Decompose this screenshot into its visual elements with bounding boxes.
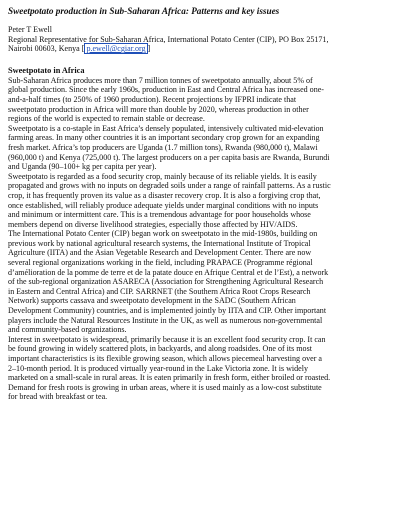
paragraph-line: players include the Natural Resources Institute in the UK, as well as numerous non-governmental xyxy=(8,315,323,325)
paragraph-line: propagated and grows with no inputs on degraded soils under a range of rainfall patterns. As a rustic xyxy=(8,181,331,191)
address-suffix: ] xyxy=(147,44,151,54)
paragraph-line: and minimum or intermittent care. This is a tremendous advantage for poor households whose xyxy=(8,210,311,220)
section-heading: Sweetpotato in Africa xyxy=(8,65,85,75)
paragraph-line: Demand for fresh roots is growing in urban areas, where it is used mainly as a low-cost substitute xyxy=(8,382,322,392)
paragraph xyxy=(8,124,398,172)
paragraph-line: Sub-Saharan Africa produces more than 7 million tonnes of sweetpotato annually, about 5% of xyxy=(8,75,313,85)
paragraph-line: of the sub-regional organization ASARECA (Association for Strengthening Agricultural Research xyxy=(8,277,324,287)
paragraph xyxy=(8,335,398,402)
paragraph-line: in Eastern and Central Africa) and CIP. SARRNET (the Southern Africa Root Crops Research xyxy=(8,286,311,296)
paragraph-line: fresh market. Africa’s top producers are Uganda (1.7 million tons), Rwanda (980,000 t), Malawi xyxy=(8,142,318,152)
paragraph-line: farming areas. In many other countries it is an important secondary crop grown for an expanding xyxy=(8,133,320,143)
paragraph-line: d’amélioration de la pomme de terre et de la patate douce en Afrique Central et de l’Est), a network xyxy=(8,267,329,277)
paragraph-line: Sweetpotato is a co-staple in East Africa’s densely populated, intensively cultivated mid-elevation xyxy=(8,123,324,133)
paragraph-line: important characteristics is its flexible growing season, which allows piecemeal harvesting over a xyxy=(8,354,322,363)
paragraph-line: Interest in sweetpotato is widespread, primarily because it is an excellent food security crop. It can xyxy=(8,334,326,344)
email-link[interactable]: p.ewell@cgiar.org xyxy=(86,44,146,54)
body-text xyxy=(8,76,398,402)
paragraph-line: regions of the world is expected to remain stable or decrease. xyxy=(8,114,205,124)
paragraph-line: The International Potato Center (CIP) began work on sweetpotato in the mid-1980s, building on xyxy=(8,229,318,239)
author-affiliation: Regional Representative for Sub-Saharan Africa, International Potato Center (CIP), PO Box 25171, xyxy=(8,34,329,44)
paragraph-line: several regional organizations working in the field, including PRAPACE (Programme régional xyxy=(8,258,313,268)
paragraph-line: and community-based organizations. xyxy=(8,325,127,335)
address-prefix: Nairobi 00603, Kenya [ xyxy=(8,44,85,54)
paragraph-line: sweetpotato production in Africa will more than double by 2020, whereas production in other xyxy=(8,104,309,114)
author-block xyxy=(8,25,398,54)
paragraph-line: Development Community) countries, and is implemented jointly by IITA and CIP. Other important xyxy=(8,306,327,316)
paragraph-line: members depend on diverse livelihood strategies, especially those affected by HIV/AIDS. xyxy=(8,219,298,229)
paragraph-line: global production. Since the early 1960s, production in East and Central Africa has increased one- xyxy=(8,85,324,95)
paragraph-line: Network) supports cassava and sweetpotato development in the SADC (Southern African xyxy=(8,296,296,306)
paragraph xyxy=(8,172,398,230)
document-title: Sweetpotato production in Sub-Saharan Africa: Patterns and key issues xyxy=(8,6,280,16)
paragraph-line: marketed on a small-scale in rural areas. It is eaten primarily in fresh form, either broiled or roasted. xyxy=(8,373,331,383)
paragraph-line: Agriculture (IITA) and the Asian Vegetable Research and Development Center. There are now xyxy=(8,248,312,258)
paragraph-line: and Uganda (90–100+ kg per capita per year). xyxy=(8,162,157,172)
paragraph xyxy=(8,76,398,124)
paragraph-line: once established, will reliably produce adequate yields under marginal conditions with no inputs xyxy=(8,200,319,210)
paragraph-line: be found growing in widely scattered plots, in backyards, and along roadsides. One of its most xyxy=(8,344,312,354)
paragraph-line: (960,000 t) and Kenya (725,000 t). The largest producers on a per capita basis are Rwanda, Burundi xyxy=(8,152,330,162)
paragraph-line: for bread with breakfast or tea. xyxy=(8,392,108,402)
paragraph-line: previous work by national agricultural research systems, the International Institute of Tropical xyxy=(8,238,311,248)
paragraph-line: crop, it has frequently proven its value as a disaster recovery crop. It is also a forgiving crop that, xyxy=(8,190,321,200)
author-name: Peter T Ewell xyxy=(8,25,52,34)
paragraph-line: Sweetpotato is regarded as a food security crop, mainly because of its reliable yields. It is easily xyxy=(8,171,317,181)
author-address xyxy=(8,44,398,54)
paragraph xyxy=(8,229,398,335)
paragraph-line: 2–10-month period. It is produced virtually year-round in the Lake Victoria zone. It is widely xyxy=(8,363,308,373)
paragraph-line: and-a-half times (to 250% of 1960 production). Recent projections by IFPRI indicate that xyxy=(8,94,297,104)
